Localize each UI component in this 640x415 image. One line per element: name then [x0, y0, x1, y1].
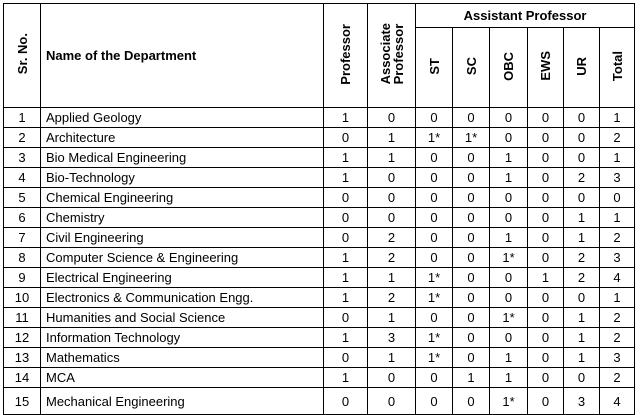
- cell-assoc: 1: [368, 148, 416, 168]
- associate-professor-header-label: [379, 23, 405, 84]
- cell-ur: 3: [564, 388, 600, 415]
- cell-total: 3: [600, 168, 635, 188]
- associate-line2: Professor: [390, 23, 406, 85]
- cell-obc: 1: [490, 348, 528, 368]
- cell-sr: 10: [4, 288, 41, 308]
- cell-ews: 1: [528, 268, 564, 288]
- cell-name: Chemical Engineering: [41, 188, 324, 208]
- cell-assoc: 1: [368, 128, 416, 148]
- cell-sr: 12: [4, 328, 41, 348]
- professor-header: [324, 4, 368, 108]
- table-row: [4, 228, 635, 248]
- cell-sc: 0: [453, 268, 490, 288]
- sc-header: [453, 28, 490, 108]
- cell-obc: 1*: [490, 388, 528, 415]
- cell-obc: 1*: [490, 248, 528, 268]
- cell-sc: 0: [453, 208, 490, 228]
- cell-sr: 2: [4, 128, 41, 148]
- cell-prof: 1: [324, 328, 368, 348]
- cell-ur: 1: [564, 348, 600, 368]
- cell-st: 0: [416, 368, 453, 388]
- cell-st: 0: [416, 188, 453, 208]
- cell-ur: 1: [564, 208, 600, 228]
- cell-prof: 1: [324, 148, 368, 168]
- table-row: [4, 268, 635, 288]
- assistant-professor-header: Assistant Professor: [416, 4, 635, 28]
- cell-total: 2: [600, 128, 635, 148]
- cell-obc: 0: [490, 288, 528, 308]
- table-row: [4, 208, 635, 228]
- cell-st: 0: [416, 308, 453, 328]
- cell-st: 0: [416, 148, 453, 168]
- cell-ur: 1: [564, 328, 600, 348]
- cell-assoc: 1: [368, 308, 416, 328]
- cell-st: 1*: [416, 288, 453, 308]
- sr-no-header: [4, 4, 41, 108]
- cell-ur: 0: [564, 288, 600, 308]
- cell-ews: 0: [528, 228, 564, 248]
- cell-ur: 0: [564, 368, 600, 388]
- cell-ews: 0: [528, 188, 564, 208]
- obc-header-label: OBC: [501, 51, 516, 81]
- cell-prof: 0: [324, 308, 368, 328]
- cell-prof: 1: [324, 368, 368, 388]
- cell-prof: 1: [324, 248, 368, 268]
- cell-total: 3: [600, 248, 635, 268]
- cell-total: 1: [600, 148, 635, 168]
- table-row: [4, 188, 635, 208]
- cell-name: Mechanical Engineering: [41, 388, 324, 415]
- cell-assoc: 2: [368, 248, 416, 268]
- cell-obc: 0: [490, 108, 528, 128]
- cell-prof: 1: [324, 268, 368, 288]
- cell-prof: 0: [324, 208, 368, 228]
- cell-assoc: 0: [368, 388, 416, 415]
- cell-obc: 1: [490, 148, 528, 168]
- cell-sr: 7: [4, 228, 41, 248]
- ur-header-label: UR: [574, 56, 589, 76]
- cell-obc: 0: [490, 328, 528, 348]
- cell-ur: 0: [564, 188, 600, 208]
- cell-name: MCA: [41, 368, 324, 388]
- cell-name: Mathematics: [41, 348, 324, 368]
- cell-obc: 0: [490, 128, 528, 148]
- table-row: [4, 148, 635, 168]
- cell-sr: 8: [4, 248, 41, 268]
- cell-sc: 0: [453, 328, 490, 348]
- cell-ews: 0: [528, 148, 564, 168]
- cell-prof: 0: [324, 388, 368, 415]
- cell-st: 0: [416, 228, 453, 248]
- cell-obc: 0: [490, 188, 528, 208]
- table-row: [4, 248, 635, 268]
- cell-sr: 4: [4, 168, 41, 188]
- table-body: [4, 108, 635, 415]
- table-row: [4, 288, 635, 308]
- cell-total: 2: [600, 228, 635, 248]
- cell-sc: 0: [453, 288, 490, 308]
- cell-ur: 0: [564, 148, 600, 168]
- cell-assoc: 3: [368, 328, 416, 348]
- cell-prof: 1: [324, 168, 368, 188]
- cell-st: 1*: [416, 348, 453, 368]
- cell-prof: 1: [324, 108, 368, 128]
- cell-ews: 0: [528, 168, 564, 188]
- cell-obc: 0: [490, 268, 528, 288]
- cell-st: 0: [416, 108, 453, 128]
- cell-prof: 0: [324, 228, 368, 248]
- table-row: [4, 328, 635, 348]
- cell-st: 0: [416, 208, 453, 228]
- cell-assoc: 0: [368, 368, 416, 388]
- sr-no-header-label: Sr. No.: [14, 33, 30, 75]
- cell-sr: 11: [4, 308, 41, 328]
- cell-sc: 0: [453, 168, 490, 188]
- cell-obc: 1: [490, 168, 528, 188]
- cell-sr: 14: [4, 368, 41, 388]
- ews-header: [528, 28, 564, 108]
- cell-ur: 1: [564, 308, 600, 328]
- cell-name: Computer Science & Engineering: [41, 248, 324, 268]
- cell-ews: 0: [528, 388, 564, 415]
- cell-obc: 1*: [490, 308, 528, 328]
- cell-ews: 0: [528, 208, 564, 228]
- cell-ur: 2: [564, 168, 600, 188]
- cell-assoc: 0: [368, 168, 416, 188]
- cell-sc: 1*: [453, 128, 490, 148]
- cell-sc: 0: [453, 388, 490, 415]
- cell-assoc: 1: [368, 348, 416, 368]
- vacancy-table: [3, 3, 635, 415]
- cell-obc: 0: [490, 208, 528, 228]
- ur-header: [564, 28, 600, 108]
- cell-ur: 2: [564, 248, 600, 268]
- table-row: [4, 348, 635, 368]
- cell-name: Applied Geology: [41, 108, 324, 128]
- table-row: [4, 368, 635, 388]
- cell-total: 2: [600, 368, 635, 388]
- cell-assoc: 0: [368, 208, 416, 228]
- cell-ur: 2: [564, 268, 600, 288]
- cell-st: 1*: [416, 128, 453, 148]
- st-header: [416, 28, 453, 108]
- header-row-top: [4, 4, 635, 28]
- cell-ews: 0: [528, 308, 564, 328]
- cell-sr: 1: [4, 108, 41, 128]
- sc-header-label: SC: [463, 56, 479, 76]
- cell-sc: 0: [453, 108, 490, 128]
- professor-header-label: Professor: [338, 23, 353, 85]
- cell-assoc: 2: [368, 228, 416, 248]
- cell-sr: 5: [4, 188, 41, 208]
- cell-st: 1*: [416, 328, 453, 348]
- associate-line1: Associate: [377, 23, 393, 85]
- cell-assoc: 2: [368, 288, 416, 308]
- cell-prof: 0: [324, 188, 368, 208]
- cell-total: 1: [600, 108, 635, 128]
- cell-total: 2: [600, 328, 635, 348]
- cell-obc: 1: [490, 228, 528, 248]
- department-header: Name of the Department: [41, 4, 324, 108]
- cell-total: 3: [600, 348, 635, 368]
- cell-ur: 0: [564, 128, 600, 148]
- table-row: [4, 168, 635, 188]
- table-row: [4, 388, 635, 415]
- cell-prof: 0: [324, 128, 368, 148]
- cell-name: Humanities and Social Science: [41, 308, 324, 328]
- cell-sr: 13: [4, 348, 41, 368]
- cell-obc: 1: [490, 368, 528, 388]
- cell-sc: 0: [453, 148, 490, 168]
- cell-name: Bio Medical Engineering: [41, 148, 324, 168]
- total-header: [600, 28, 635, 108]
- cell-prof: 0: [324, 348, 368, 368]
- cell-sc: 0: [453, 228, 490, 248]
- cell-sc: 0: [453, 248, 490, 268]
- total-header-label: Total: [609, 50, 625, 82]
- st-header-label: ST: [426, 57, 442, 75]
- cell-ews: 0: [528, 328, 564, 348]
- cell-name: Information Technology: [41, 328, 324, 348]
- cell-name: Bio-Technology: [41, 168, 324, 188]
- table-row: [4, 128, 635, 148]
- cell-ews: 0: [528, 128, 564, 148]
- associate-professor-header: [368, 4, 416, 108]
- table-row: [4, 308, 635, 328]
- cell-sr: 6: [4, 208, 41, 228]
- cell-sc: 0: [453, 308, 490, 328]
- cell-sr: 9: [4, 268, 41, 288]
- cell-sc: 0: [453, 188, 490, 208]
- cell-assoc: 1: [368, 268, 416, 288]
- cell-name: Chemistry: [41, 208, 324, 228]
- cell-ews: 0: [528, 348, 564, 368]
- cell-total: 2: [600, 308, 635, 328]
- cell-ur: 1: [564, 228, 600, 248]
- cell-name: Electrical Engineering: [41, 268, 324, 288]
- cell-st: 0: [416, 248, 453, 268]
- cell-sc: 1: [453, 368, 490, 388]
- ews-header-label: EWS: [538, 51, 553, 81]
- cell-ews: 0: [528, 288, 564, 308]
- cell-total: 4: [600, 268, 635, 288]
- obc-header: [490, 28, 528, 108]
- cell-total: 4: [600, 388, 635, 415]
- cell-name: Electronics & Communication Engg.: [41, 288, 324, 308]
- cell-ur: 0: [564, 108, 600, 128]
- cell-st: 1*: [416, 268, 453, 288]
- cell-ews: 0: [528, 248, 564, 268]
- cell-st: 0: [416, 168, 453, 188]
- cell-total: 1: [600, 288, 635, 308]
- cell-name: Civil Engineering: [41, 228, 324, 248]
- cell-ews: 0: [528, 108, 564, 128]
- cell-name: Architecture: [41, 128, 324, 148]
- cell-sr: 15: [4, 388, 41, 415]
- cell-assoc: 0: [368, 188, 416, 208]
- cell-prof: 1: [324, 288, 368, 308]
- cell-ews: 0: [528, 368, 564, 388]
- cell-total: 1: [600, 208, 635, 228]
- table-row: [4, 108, 635, 128]
- cell-sc: 0: [453, 348, 490, 368]
- cell-assoc: 0: [368, 108, 416, 128]
- cell-sr: 3: [4, 148, 41, 168]
- cell-st: 0: [416, 388, 453, 415]
- cell-total: 0: [600, 188, 635, 208]
